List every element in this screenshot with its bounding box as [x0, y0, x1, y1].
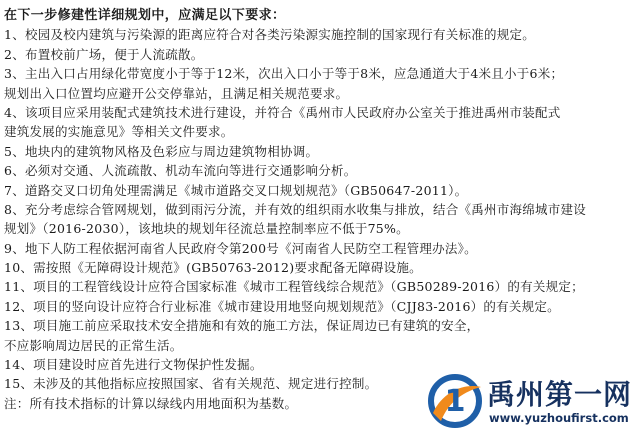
requirement-line: 13、项目施工前应采取技术安全措施和有效的施工方法，保证周边已有建筑的安全， — [4, 318, 480, 334]
requirement-line: 7、道路交叉口切角处理需满足《城市道路交叉口规划规范》（GB50647-2011）。 — [4, 182, 468, 198]
requirement-line: 11、项目的工程管线设计应符合国家标准《城市工程管线综合规范》（GB50289-2016）的有关规定； — [4, 279, 584, 295]
requirement-line: 15、未涉及的其他指标应按照国家、省有关规范、规定进行控制。 — [4, 376, 378, 392]
requirement-line: 1、校园及校内建筑与污染源的距离应符合对各类污染源实施控制的国家现行有关标准的规定。 — [4, 27, 535, 43]
document-heading: 在下一步修建性详细规划中，应满足以下要求： — [4, 8, 286, 23]
requirement-line: 6、必须对交通、人流疏散、机动车流向等进行交通影响分析。 — [4, 163, 357, 179]
requirements-list — [4, 25, 634, 413]
requirement-line: 5、地块内的建筑物风格及色彩应与周边建筑物相协调。 — [4, 143, 319, 159]
requirement-line: 规划出入口位置均应避开公交停靠站，且满足相关规范要求。 — [4, 85, 349, 101]
requirement-line: 9、地下人防工程依据河南省人民政府令第200号《河南省人民防空工程管理办法》。 — [4, 240, 477, 256]
requirement-line: 注：所有技术指标的计算以绿线内用地面积为基数。 — [4, 395, 298, 411]
site-watermark-logo — [425, 373, 633, 429]
requirement-line: 12、项目的竖向设计应符合行业标准《城市建设用地竖向规划规范》（CJJ83-2016）的有关规定。 — [4, 298, 560, 314]
logo-title: 禹州第一网 — [487, 378, 633, 411]
requirement-line: 8、充分考虑综合管网规划，做到雨污分流，并有效的组织雨水收集与排放，结合《禹州市海绵城市建设 — [4, 201, 586, 217]
requirement-line: 建筑发展的实施意见》等相关文件要求。 — [4, 124, 234, 140]
planning-requirements-document — [4, 6, 634, 413]
logo-swoosh-icon — [425, 373, 485, 429]
requirement-line: 4、该项目应采用装配式建筑技术进行建设，并符合《禹州市人民政府办公室关于推进禹州市装配式 — [4, 104, 561, 120]
requirement-line: 2、布置校前广场，便于人流疏散。 — [4, 46, 204, 62]
svg-text:1: 1 — [444, 384, 466, 419]
requirement-line: 14、项目建设时应首先进行文物保护性发掘。 — [4, 357, 263, 373]
requirement-line: 规划》（2016-2030），该地块的规划年径流总量控制率应不低于75%。 — [4, 221, 409, 237]
requirement-line: 不应影响周边居民的正常生活。 — [4, 337, 183, 353]
requirement-line: 3、主出入口占用绿化带宽度小于等于12米，次出入口小于等于8米，应急通道大于4米且小于6米； — [4, 66, 564, 82]
logo-url: www.yuzhoufirst.com — [489, 411, 629, 425]
requirement-line: 10、需按照《无障碍设计规范》(GB50763-2012)要求配备无障碍设施。 — [4, 260, 422, 276]
